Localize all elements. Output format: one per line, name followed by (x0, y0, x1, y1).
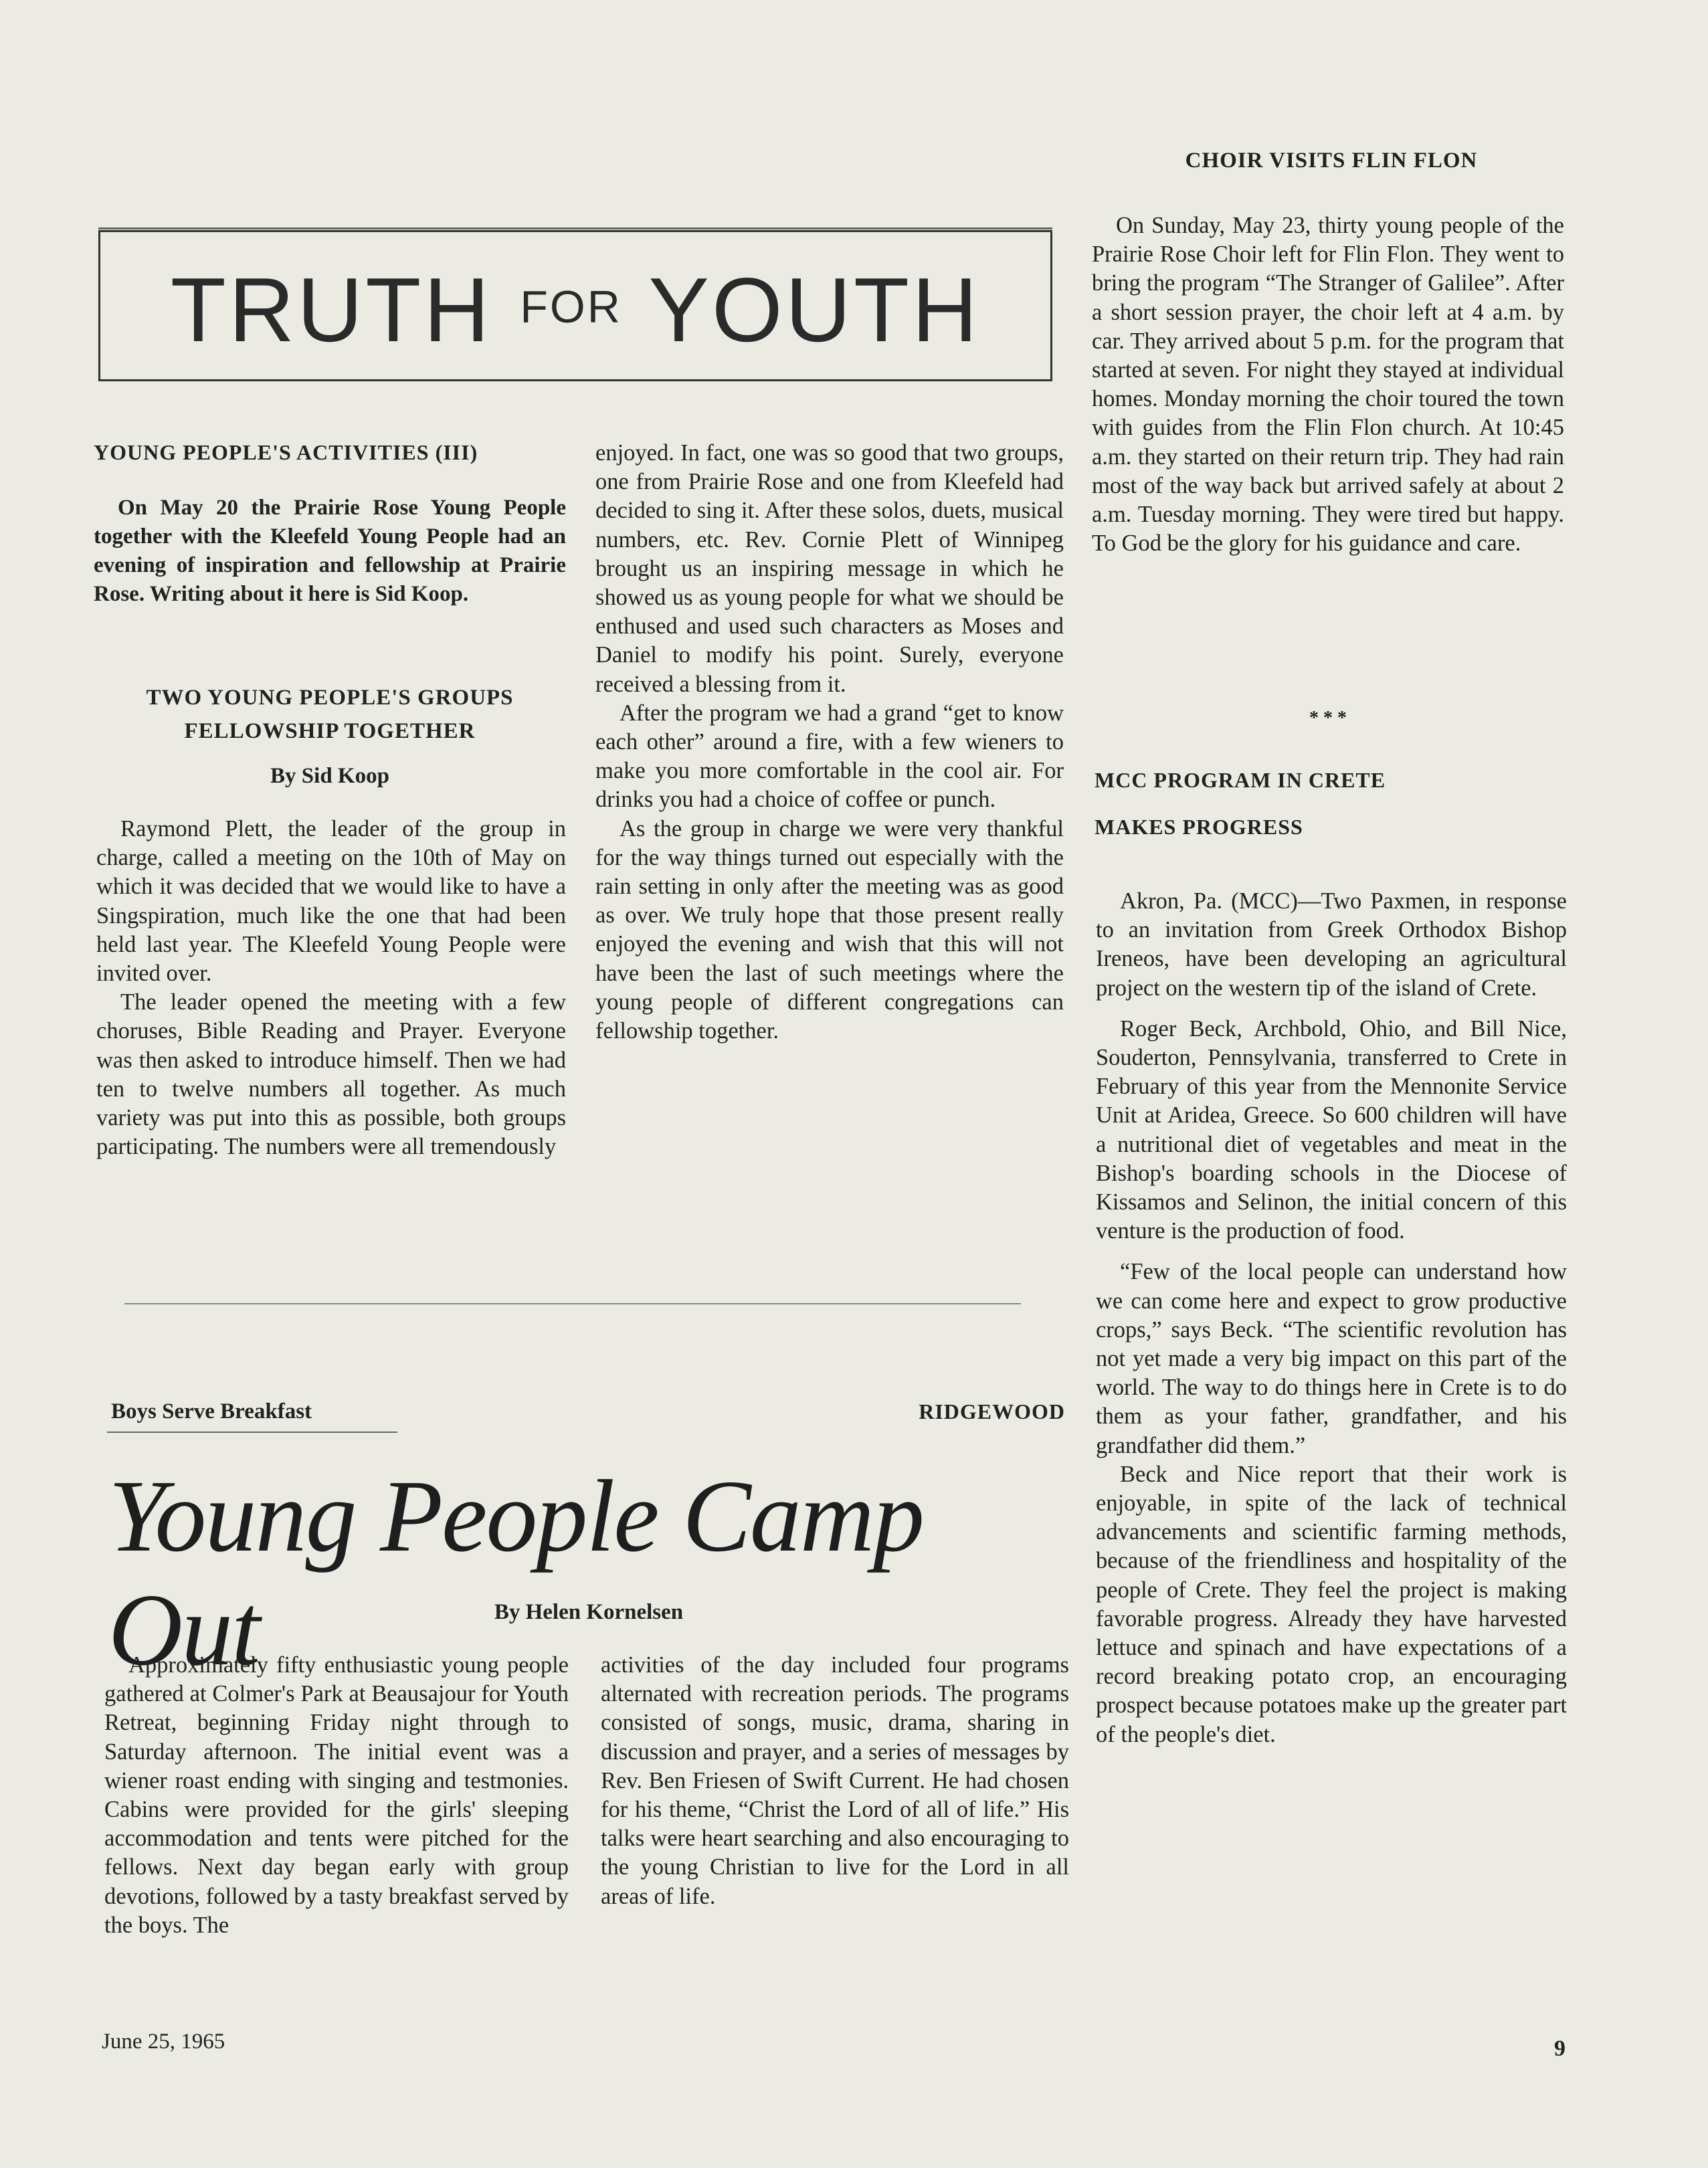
activities-intro: On May 20 the Prairie Rose Young People together with the Kleefeld Young People had an evening of inspiration and fellowship at Prairie Rose. Writing about it here is Sid Koop. (94, 496, 566, 606)
activities-column-2 (595, 439, 1064, 1046)
mcc-heading-line-1: MCC PROGRAM IN CRETE (1095, 768, 1386, 792)
mcc-paragraph: Roger Beck, Archbold, Ohio, and Bill Nice, Souderton, Pennsylvania, transferred to Crete in February of this year from the Mennonite Service Unit at Aridea, Greece. So 600 children will have a nutritional diet of vegetables and meat in the Bishop's boarding schools in the Diocese of Kissamos and Selinon, the initial concern of this venture is the production of food. (1096, 1015, 1567, 1244)
section-separator-stars: * * * (1309, 708, 1347, 728)
mcc-heading-line-2: MAKES PROGRESS (1095, 815, 1303, 839)
section-divider (124, 1303, 1021, 1304)
camp-byline: By Helen Kornelsen (494, 1600, 684, 1624)
truth-for-youth-banner (98, 230, 1052, 381)
camp-title: Young People Camp Out (108, 1460, 924, 1687)
activities-paragraph: After the program we had a grand “get to know each other” around a fire, with a few wieners to make you more comfortable in the cool air. For drinks you had a choice of coffee or punch. (595, 700, 1064, 813)
activities-paragraph: Raymond Plett, the leader of the group in charge, called a meeting on the 10th of May on which it was decided that we would like to have a Singspiration, much like the one that had been held last year. The Kleefeld Young People were invited over. (96, 816, 566, 987)
mcc-article (1096, 887, 1567, 1749)
mcc-paragraph: Akron, Pa. (MCC)—Two Paxmen, in response to an invitation from Greek Orthodox Bishop Ireneos, have been developing an agricultural project on the western tip of the island of Crete. (1096, 888, 1567, 1001)
camp-column-2 (601, 1651, 1069, 1911)
camp-kicker: Boys Serve Breakfast (111, 1399, 312, 1423)
camp-paragraph: Approximately fifty enthusiastic young people gathered at Colmer's Park at Beausajour for Youth Retreat, beginning Friday night through to Saturday afternoon. The initial event was a wiener roast ending with singing and testmonies. Cabins were provided for the girls' sleeping accommodation and tents were pitched for the fellows. Next day began early with group devotions, followed by a tasty breakfast served by the boys. The (104, 1652, 569, 1938)
banner-for: FOR (520, 282, 622, 332)
page-number: 9 (1554, 2036, 1565, 2061)
activities-column-1 (96, 815, 566, 1161)
banner-top-rule (98, 227, 1052, 229)
kicker-underline (107, 1432, 397, 1433)
camp-location: RIDGEWOOD (919, 1399, 1065, 1423)
activities-heading: YOUNG PEOPLE'S ACTIVITIES (III) (94, 440, 478, 464)
banner-truth: TRUTH (170, 259, 492, 361)
activities-paragraph: The leader opened the meeting with a few choruses, Bible Reading and Prayer. Everyone was then asked to introduce himself. Then we had ten to twelve numbers all together. As much variety was put into this as possible, both groups participating. The numbers were all tremendously (96, 989, 566, 1160)
camp-paragraph: activities of the day included four programs alternated with recreation periods. The programs consisted of songs, music, drama, sharing in discussion and prayer, and a series of messages by Rev. Ben Friesen of Swift Current. He had chosen for his theme, “Christ the Lord of all of life.” His talks were heart searching and also encouraging to the young Christian to live for the Lord in all areas of life. (601, 1652, 1069, 1909)
mcc-paragraph: “Few of the local people can understand how we can come here and expect to grow productive crops,” says Beck. “The scientific revolution has not yet made a very big impact on this part of the world. The way to do things here in Crete is to do them as your father, grandfather, and his grandfather did them.” (1096, 1259, 1567, 1458)
activities-paragraph: enjoyed. In fact, one was so good that two groups, one from Prairie Rose and one from Kleefeld had decided to sing it. After these solos, duets, musical numbers, etc. Rev. Cornie Plett of Winnipeg brought us an inspiring message in which he showed us as young people for what we should be enthused and used such characters as Moses and Daniel to modify his point. Surely, everyone received a blessing from it. (595, 440, 1064, 697)
choir-article (1092, 211, 1564, 558)
choir-body: On Sunday, May 23, thirty young people of the Prairie Rose Choir left for Flin Flon. They went to bring the program “The Stranger of Galilee”. After a short session prayer, the choir left at 4 a.m. by car. They arrived about 5 p.m. for the program that started at seven. For night they stayed at individual homes. Monday morning the choir toured the town with guides from the Flin Flon church. At 10:45 a.m. they started on their return trip. They had rain most of the way back but arrived safely at about 2 a.m. Tuesday morning. They were tired but happy. To God be the glory for his guidance and care. (1092, 213, 1564, 557)
activities-paragraph: As the group in charge we were very thankful for the way things turned out especially with the rain setting in only after the meeting was as good as over. We truly hope that those present really enjoyed the evening and wish that this will not have been the last of such meetings where the young people of different congregations can fellowship together. (595, 815, 1064, 1044)
choir-heading: CHOIR VISITS FLIN FLON (1185, 149, 1478, 173)
banner-youth: YOUTH (648, 259, 981, 361)
activities-subheading: TWO YOUNG PEOPLE'S GROUPS FELLOWSHIP TOGETHER (146, 686, 514, 743)
activities-byline: By Sid Koop (270, 764, 389, 788)
issue-date: June 25, 1965 (102, 2030, 225, 2054)
mcc-paragraph: Beck and Nice report that their work is enjoyable, in spite of the lack of technical advancements and scientific farming methods, because of the friendliness and hospitality of the people of Crete. They feel the project is making favorable progress. Already they have harvested lettuce and spinach and have expectations of a record breaking potato crop, an encouraging prospect because potatoes make up the greater part of the people's diet. (1096, 1461, 1567, 1747)
camp-column-1 (104, 1651, 569, 1940)
